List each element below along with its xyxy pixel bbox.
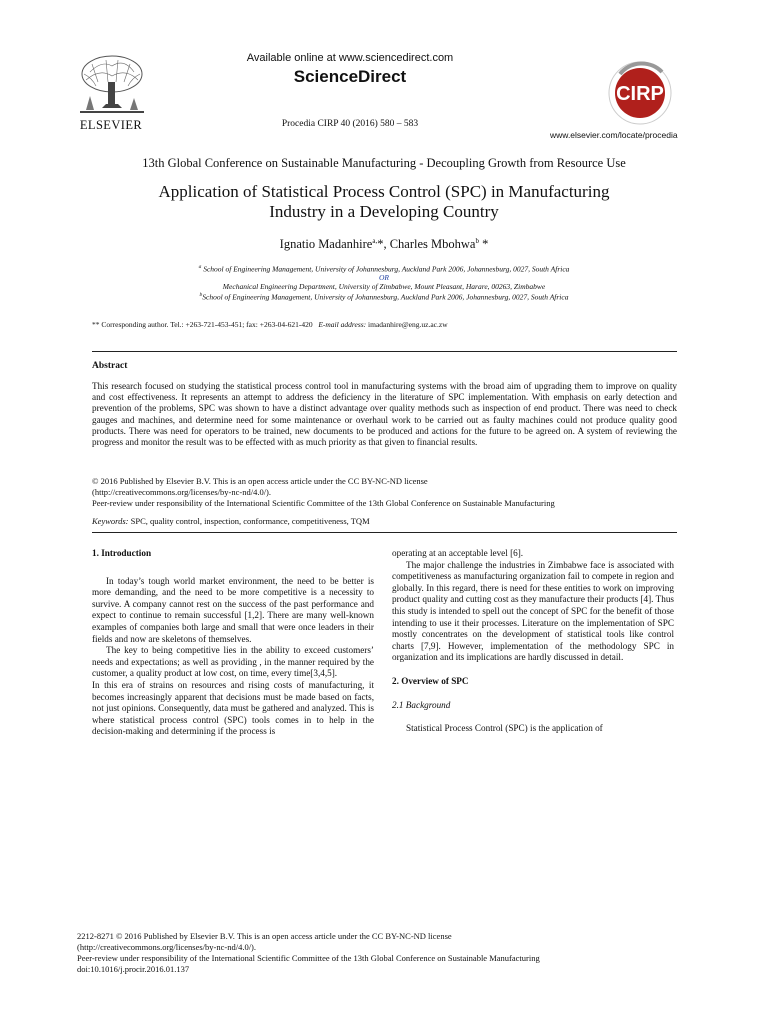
keywords [92, 516, 370, 526]
divider-bottom [92, 532, 677, 533]
paragraph: The key to being competitive lies in the ability to exceed customers’ needs and expectations; as well as providing , in the manner required by the customer, a quality product at low cost, on time, every time[3,4,5]. [92, 645, 374, 679]
footer-peer-review: Peer-review under responsibility of the International Scientific Committee of the 13th Global Conference on Sustainable Manufacturing [77, 953, 540, 963]
keywords-label: Keywords: [92, 516, 129, 526]
abstract-heading: Abstract [92, 361, 128, 371]
affiliation-a-text: School of Engineering Management, University of Johannesburg, Auckland Park 2006, Johannesburg, 0027, South Africa [201, 264, 570, 274]
paragraph: In today’s tough world market environment, the need to be better is more demanding, and the need to be more competitive is a necessity to survive. A company cannot rest on the success of the past performance and expect to continue to remain successful [1,2]. There are many well-known examples of companies both large and small that were once leaders in their fields and now are skeletons of themselves. [92, 575, 374, 644]
paragraph: Statistical Process Control (SPC) is the application of [406, 723, 603, 734]
email-address[interactable]: imadanhire@eng.uz.ac.zw [366, 320, 448, 329]
affiliation-b-sup: b [199, 292, 203, 298]
author-1-affil: a, [372, 237, 378, 245]
author-2-star: * [478, 237, 489, 252]
author-1-star: * [377, 237, 384, 252]
paragraph: In this era of strains on resources and rising costs of manufacturing, it becomes increasingly apparent that decisions must be made based on facts, not just opinions. Consequently, data must be gathered and analyzed. This is where statistical process control (SPC) tools comes in to help in the decision-making and determining if the process is [92, 679, 374, 737]
body-column-right [392, 548, 674, 735]
email-label: E-mail address: [318, 320, 367, 329]
footer-doi[interactable]: doi:10.1016/j.procir.2016.01.137 [77, 964, 190, 974]
sciencedirect-title[interactable]: ScienceDirect [293, 67, 407, 86]
license-line-1: © 2016 Published by Elsevier B.V. This is an open access article under the CC BY-NC-ND license [92, 476, 428, 486]
section-heading-introduction: 1. Introduction [92, 548, 152, 558]
abstract-text: This research focused on studying the statistical process control tool in manufacturing systems with the broad aim of upgrading them to improve on quality and cost effectiveness. It represents an attempt to address the deficiency in the literature of SPC implementation. With emphasis on early detection and prevention of the problems, SPC was shown to have a distinct advantage over quality methods such as inspection of end product. There was need to check gauges and machines, and determine need for some maintenance or overhaul work to be carried out as faulty machines could not produce quality good products. There was need for operators to be trained, new documents to be produced and actions for the future to be agreed on. A system of reviewing the progress and monitor the result was to be effected with as much priority as that given to financial results. [92, 381, 677, 448]
cirp-logo [600, 60, 680, 126]
journal-url[interactable]: www.elsevier.com/locate/procedia [550, 130, 678, 140]
footer-license: 2212-8271 © 2016 Published by Elsevier B.V. This is an open access article under the CC BY-NC-ND license [77, 931, 452, 941]
title-line-2: Industry in a Developing Country [269, 202, 499, 221]
paragraph: The major challenge the industries in Zimbabwe face is associated with competitiveness as manufacturing organization fail to compete in region and globally. In this regard, there is need for these entities to work on improving product quality and cutting cost as they manufacture their products [4]. Thus this study is intended to spell out the concept of SPC for the benefit of those intending to use it their processes. Literature on the implementation of SPC mostly concentrates on the development of statistical tools like control charts [7,9]. However, implementation of the methodology SPC in organization and its implications are hardly discussed in detail. [392, 559, 674, 663]
paragraph: operating at an acceptable level [6]. [392, 548, 524, 558]
affiliation-a-sup: a [198, 264, 202, 270]
keywords-text: SPC, quality control, inspection, conformance, competitiveness, TQM [128, 516, 370, 526]
affiliation-b-text: School of Engineering Management, University of Johannesburg, Auckland Park 2006, Johannesburg, 0027, South Africa [202, 292, 569, 302]
author-1[interactable]: Ignatio Madanhire [279, 237, 373, 252]
cirp-logo-text: CIRP [616, 83, 664, 105]
footer [77, 931, 717, 975]
license-link[interactable]: (http://creativecommons.org/licenses/by-nc-nd/4.0/). [92, 487, 272, 497]
body-column-left [92, 548, 374, 738]
affiliation-b [0, 292, 768, 302]
elsevier-wordmark: ELSEVIER [79, 118, 143, 132]
affiliation-or: OR [379, 273, 389, 282]
divider-top [92, 351, 677, 352]
author-2-affil: b [475, 237, 479, 245]
available-online-text: Available online at www.sciencedirect.com [246, 52, 454, 64]
author-2[interactable]: Charles Mbohwa [389, 237, 476, 252]
footer-license-link[interactable]: (http://creativecommons.org/licenses/by-nc-nd/4.0/). [77, 942, 257, 952]
corresponding-author [92, 320, 448, 329]
author-separator: , [383, 237, 390, 252]
author-list [0, 237, 768, 252]
section-heading-overview: 2. Overview of SPC [392, 675, 469, 686]
subsection-heading-background: 2.1 Background [392, 699, 451, 710]
affiliation-a2: Mechanical Engineering Department, University of Zimbabwe, Mount Pleasant, Harare, 00263, Zimbabwe [222, 282, 546, 291]
journal-citation: Procedia CIRP 40 (2016) 580 – 583 [281, 119, 419, 129]
conference-name: 13th Global Conference on Sustainable Manufacturing - Decoupling Growth from Resource Use [142, 156, 626, 170]
paper-title [80, 182, 688, 222]
title-line-1: Application of Statistical Process Control (SPC) in Manufacturing [158, 182, 610, 201]
corresponding-contact: ** Corresponding author. Tel.: +263-721-453-451; fax: +263-04-621-420 [92, 320, 313, 329]
license-block [92, 476, 692, 509]
license-line-3: Peer-review under responsibility of the International Scientific Committee of the 13th Global Conference on Sustainable Manufacturing [92, 498, 555, 508]
